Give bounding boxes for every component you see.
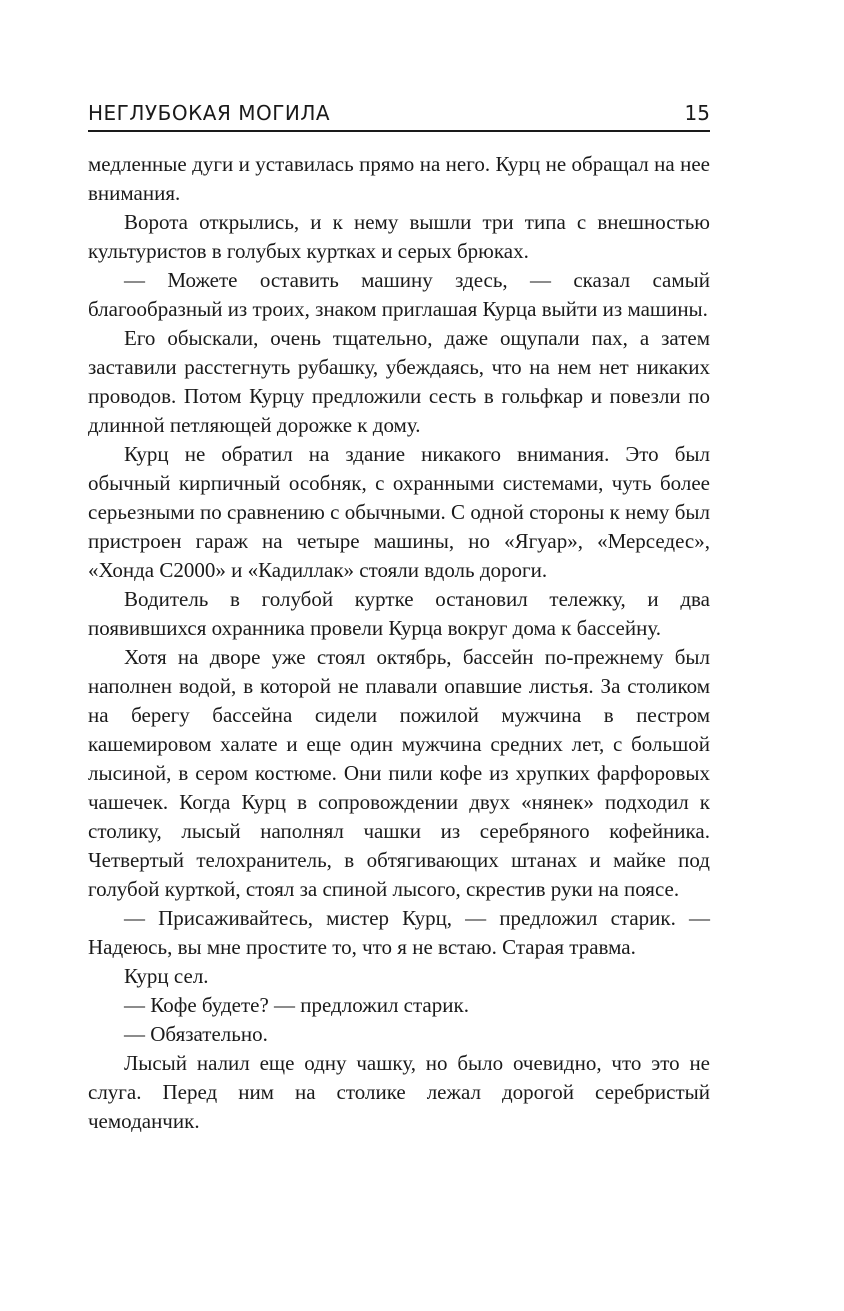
paragraph: Ворота открылись, и к нему вышли три типа с внешностью культуристов в голубых куртках и серых брюках. [88, 210, 710, 263]
paragraph: — Обязательно. [124, 1022, 268, 1046]
paragraph: Хотя на дворе уже стоял октябрь, бассейн по-прежнему был наполнен водой, в которой не плавали опавшие листья. За столиком на берегу бассейна сидели пожилой мужчина в пестром кашемировом халате и еще один мужчина средних лет, с большой лысиной, в сером костюме. Они пили кофе из хрупких фарфоровых чашечек. Когда Курц в сопровождении двух «нянек» подходил к столику, лысый наполнял чашки из серебряного кофейника. Четвертый телохранитель, в обтягивающих штанах и майке под голубой курткой, стоял за спиной лысого, скрестив руки на поясе. [88, 645, 710, 901]
paragraph: Его обыскали, очень тщательно, даже ощупали пах, а затем заставили расстегнуть рубашку, убеждаясь, что на нем нет никаких проводов. Потом Курцу предложили сесть в гольфкар и повезли по длинной петляющей дорожке к дому. [88, 326, 710, 437]
paragraph: — Присаживайтесь, мистер Курц, — предложил старик. — Надеюсь, вы мне простите то, что я не встаю. Старая травма. [88, 906, 710, 959]
running-header [88, 92, 710, 132]
paragraph: Лысый налил еще одну чашку, но было очевидно, что это не слуга. Перед ним на столике лежал дорогой серебристый чемоданчик. [88, 1051, 710, 1133]
page-number: 15 [684, 101, 710, 125]
paragraph: медленные дуги и уставилась прямо на него. Курц не обращал на нее внимания. [88, 152, 710, 205]
paragraph: — Кофе будете? — предложил старик. [124, 993, 469, 1017]
paragraph: Курц не обратил на здание никакого внимания. Это был обычный кирпичный особняк, с охранными системами, чуть более серьезными по сравнению с обычными. С одной стороны к нему был пристроен гараж на четыре машины, но «Ягуар», «Мерседес», «Хонда С2000» и «Кадиллак» стояли вдоль дороги. [88, 442, 710, 582]
running-title: НЕГЛУБОКАЯ МОГИЛА [88, 101, 331, 125]
paragraph: — Можете оставить машину здесь, — сказал самый благообразный из троих, знаком приглашая Курца выйти из машины. [88, 268, 710, 321]
paragraph: Водитель в голубой куртке остановил тележку, и два появившихся охранника провели Курца вокруг дома к бассейну. [88, 587, 710, 640]
body-text [88, 150, 710, 1136]
paragraph: Курц сел. [124, 964, 209, 988]
